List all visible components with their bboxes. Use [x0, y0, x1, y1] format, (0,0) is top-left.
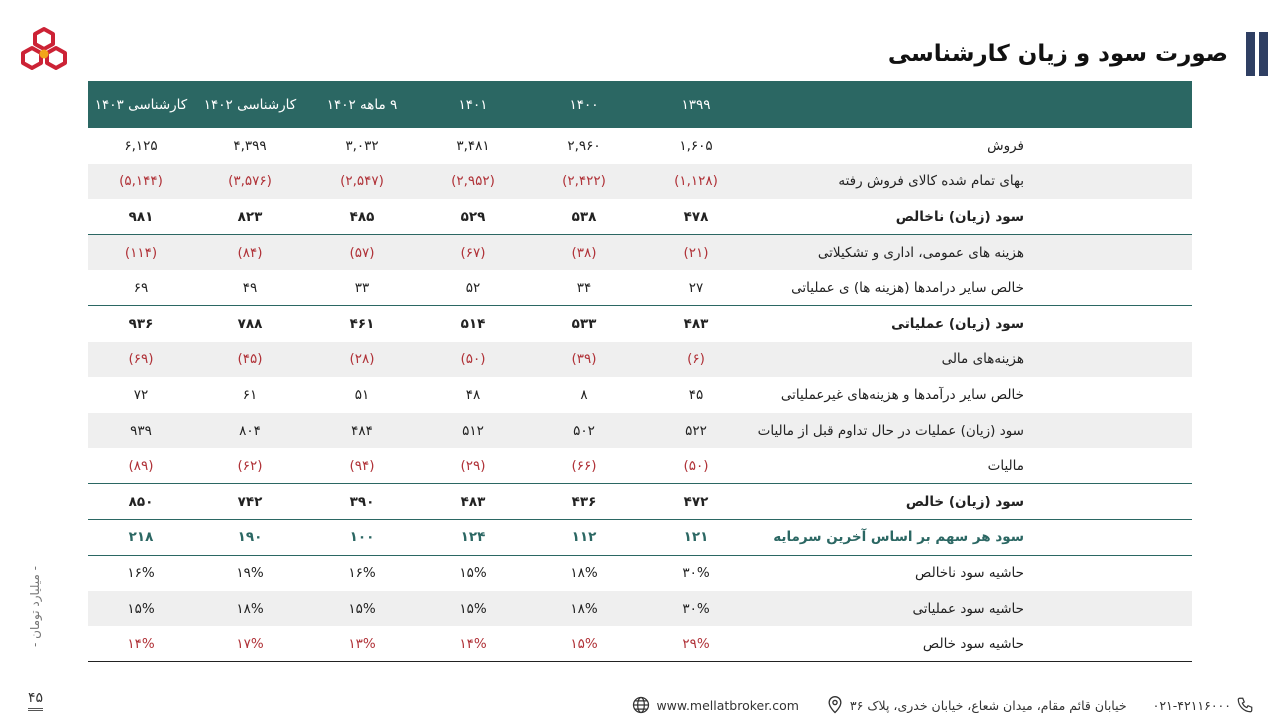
table-cell: ۲۱۸ — [88, 520, 194, 556]
table-cell: ۵۳۳ — [571, 316, 597, 333]
row-label: بهای تمام شده کالای فروش رفته — [838, 173, 1024, 190]
location-pin-icon — [825, 695, 845, 715]
table-cell: ۱۸% — [570, 600, 598, 617]
table-cell: ۵۳۸ — [528, 199, 640, 235]
row-label: سود (زیان) ناخالص — [752, 199, 1192, 235]
row-label: حاشیه سود عملیاتی — [912, 600, 1024, 617]
table-row — [88, 626, 1192, 662]
row-label: مالیات — [752, 448, 1192, 484]
table-cell: (۹۴) — [306, 448, 418, 484]
table-row — [88, 591, 1192, 627]
address-text: خیابان قائم مقام، میدان شعاع، خیابان خدری، پلاک ۳۶ — [849, 697, 1127, 713]
table-cell: ۶۹ — [88, 270, 194, 306]
table-row — [88, 377, 1192, 413]
table-cell: ۱۴% — [418, 626, 528, 662]
table-cell: ۱۵% — [348, 600, 376, 617]
table-cell: (۵,۱۴۴) — [119, 173, 163, 190]
table-cell: ۴۸۵ — [306, 199, 418, 235]
table-cell: ۱۵% — [528, 626, 640, 662]
table-cell: ۴۸۳ — [683, 316, 709, 333]
table-cell: ۱۷% — [194, 626, 306, 662]
table-cell: ۳۰% — [682, 565, 710, 582]
globe-icon — [631, 695, 651, 715]
table-cell: ۸۰۴ — [239, 422, 261, 439]
table-cell: ۵۱۴ — [460, 316, 486, 333]
footer-phone — [1153, 696, 1254, 714]
table-cell: (۲۸) — [349, 351, 375, 368]
table-cell: ۱۵% — [127, 600, 155, 617]
column-header: کارشناسی ۱۴۰۳ — [94, 96, 188, 113]
table-cell: ۱۴% — [88, 626, 194, 662]
table-row — [88, 164, 1192, 200]
table-cell: ۱۸% — [236, 600, 264, 617]
row-label: خالص سایر درآمدها و هزینه‌های غیرعملیاتی — [780, 386, 1024, 403]
column-header: ۱۳۹۹ — [681, 96, 711, 113]
table-cell: (۵۷) — [349, 244, 375, 261]
table-row — [88, 199, 1192, 235]
table-cell: (۲۹) — [418, 448, 528, 484]
table-cell: ۱۳% — [306, 626, 418, 662]
table-cell: ۱۲۱ — [640, 520, 752, 556]
table-cell: (۲,۵۴۷) — [340, 173, 384, 190]
table-cell: ۸۲۳ — [194, 199, 306, 235]
table-row — [88, 270, 1192, 306]
row-label: هزینه های عمومی، اداری و تشکیلاتی — [817, 244, 1024, 261]
table-cell: (۶۶) — [528, 448, 640, 484]
table-row — [88, 448, 1192, 484]
table-cell: (۱,۱۲۸) — [674, 173, 718, 190]
table-cell: ۱۸% — [570, 565, 598, 582]
table-cell: (۸۹) — [88, 448, 194, 484]
table-cell: (۶۷) — [460, 244, 486, 261]
table-cell: ۷۲ — [133, 386, 149, 403]
table-row — [88, 342, 1192, 378]
table-cell: ۵۲ — [418, 270, 528, 306]
mellat-logo-icon — [20, 26, 68, 76]
table-cell: ۶۱ — [242, 386, 258, 403]
row-label: فروش — [987, 137, 1024, 154]
table-cell: ۴۷۸ — [640, 199, 752, 235]
table-cell: ۸ — [580, 386, 588, 403]
table-cell: ۱۰۰ — [306, 520, 418, 556]
row-label: حاشیه سود خالص — [752, 626, 1192, 662]
table-cell: ۷۴۲ — [194, 484, 306, 520]
table-cell: (۶) — [687, 351, 705, 368]
website-link[interactable]: www.mellatbroker.com — [656, 697, 799, 713]
row-label: سود (زیان) خالص — [752, 484, 1192, 520]
column-header: ۹ ماهه ۱۴۰۲ — [326, 96, 398, 113]
unit-label: - میلیارد تومان - — [28, 566, 42, 647]
table-cell: ۱۹۰ — [194, 520, 306, 556]
table-cell: ۹۳۶ — [128, 316, 154, 333]
table-cell: ۱۶% — [127, 565, 155, 582]
table-cell: ۱۹% — [236, 565, 264, 582]
table-cell: ۱۱۲ — [528, 520, 640, 556]
table-cell: ۵۱۲ — [462, 422, 484, 439]
header-label-cell — [752, 81, 1192, 128]
table-cell: (۶۹) — [128, 351, 154, 368]
row-label: خالص سایر درامدها (هزینه ها) ی عملیاتی — [752, 270, 1192, 306]
table-cell: (۵۰) — [640, 448, 752, 484]
table-cell: ۵۰۲ — [573, 422, 595, 439]
table-cell: ۳,۰۳۲ — [345, 137, 379, 154]
row-label: هزینه‌های مالی — [941, 351, 1024, 368]
table-cell: ۱۵% — [459, 565, 487, 582]
table-cell: (۲,۹۵۲) — [451, 173, 495, 190]
table-cell: (۲,۴۲۲) — [562, 173, 606, 190]
page-number: ۴۵ — [28, 690, 43, 711]
table-cell: ۱۵% — [459, 600, 487, 617]
table-cell: ۳۳ — [306, 270, 418, 306]
footer-website[interactable] — [631, 695, 798, 715]
table-cell: ۷۸۸ — [237, 316, 263, 333]
table-cell: (۳۹) — [571, 351, 597, 368]
table-cell: (۴۵) — [237, 351, 263, 368]
table-cell: ۴۶۱ — [349, 316, 375, 333]
table-cell: ۴۹ — [194, 270, 306, 306]
title-bar — [888, 32, 1268, 76]
table-cell: ۴۸ — [465, 386, 481, 403]
column-header: کارشناسی ۱۴۰۲ — [203, 96, 297, 113]
table-cell: ۳,۴۸۱ — [456, 137, 490, 154]
table-cell: ۳۴ — [528, 270, 640, 306]
table-cell: ۲,۹۶۰ — [567, 137, 601, 154]
column-header: ۱۴۰۱ — [458, 96, 488, 113]
table-cell: ۹۳۹ — [130, 422, 152, 439]
table-cell: ۴۵ — [688, 386, 704, 403]
table-cell: ۴۸۳ — [418, 484, 528, 520]
table-cell: ۴۸۴ — [351, 422, 373, 439]
table-cell: (۵۰) — [460, 351, 486, 368]
phone-number: ۰۲۱-۴۲۱۱۶۰۰۰ — [1152, 697, 1231, 713]
table-header-row — [88, 81, 1192, 128]
row-label: سود (زیان) عملیاتی — [891, 316, 1024, 333]
table-cell: ۶,۱۲۵ — [124, 137, 158, 154]
table-cell: ۵۱ — [354, 386, 370, 403]
table-cell: ۴,۳۹۹ — [233, 137, 267, 154]
table-cell: (۳۸) — [571, 244, 597, 261]
column-header: ۱۴۰۰ — [569, 96, 599, 113]
table-cell: ۳۰% — [682, 600, 710, 617]
table-row — [88, 128, 1192, 164]
table-row — [88, 306, 1192, 342]
phone-icon — [1236, 696, 1254, 714]
table-cell: ۹۸۱ — [88, 199, 194, 235]
table-cell: ۱۲۴ — [418, 520, 528, 556]
table-row — [88, 484, 1192, 520]
table-cell: ۴۷۲ — [640, 484, 752, 520]
table-cell: (۶۲) — [194, 448, 306, 484]
page-title: صورت سود و زیان کارشناسی — [887, 41, 1228, 67]
footer — [631, 694, 1254, 716]
income-statement-table — [88, 81, 1192, 662]
table-cell: ۱۶% — [348, 565, 376, 582]
row-label: حاشیه سود ناخالص — [915, 565, 1024, 582]
table-row — [88, 235, 1192, 271]
table-cell: ۵۲۹ — [418, 199, 528, 235]
row-label: سود (زیان) عملیات در حال تداوم قبل از مالیات — [757, 422, 1024, 439]
row-label: سود هر سهم بر اساس آخرین سرمایه — [752, 520, 1192, 556]
table-cell: (۲۱) — [683, 244, 709, 261]
table-cell: (۳,۵۷۶) — [228, 173, 272, 190]
table-row — [88, 413, 1192, 449]
table-cell: ۵۲۲ — [685, 422, 707, 439]
footer-address — [825, 695, 1127, 715]
table-cell: ۴۳۶ — [528, 484, 640, 520]
table-cell: ۲۹% — [640, 626, 752, 662]
table-row — [88, 555, 1192, 591]
table-cell: ۱,۶۰۵ — [679, 137, 713, 154]
table-cell: ۳۹۰ — [306, 484, 418, 520]
table-cell: ۸۵۰ — [88, 484, 194, 520]
title-accent-bars — [1246, 32, 1268, 76]
table-row — [88, 520, 1192, 556]
table-cell: (۸۴) — [237, 244, 263, 261]
table-cell: ۲۷ — [640, 270, 752, 306]
table-cell: (۱۱۴) — [124, 244, 158, 261]
